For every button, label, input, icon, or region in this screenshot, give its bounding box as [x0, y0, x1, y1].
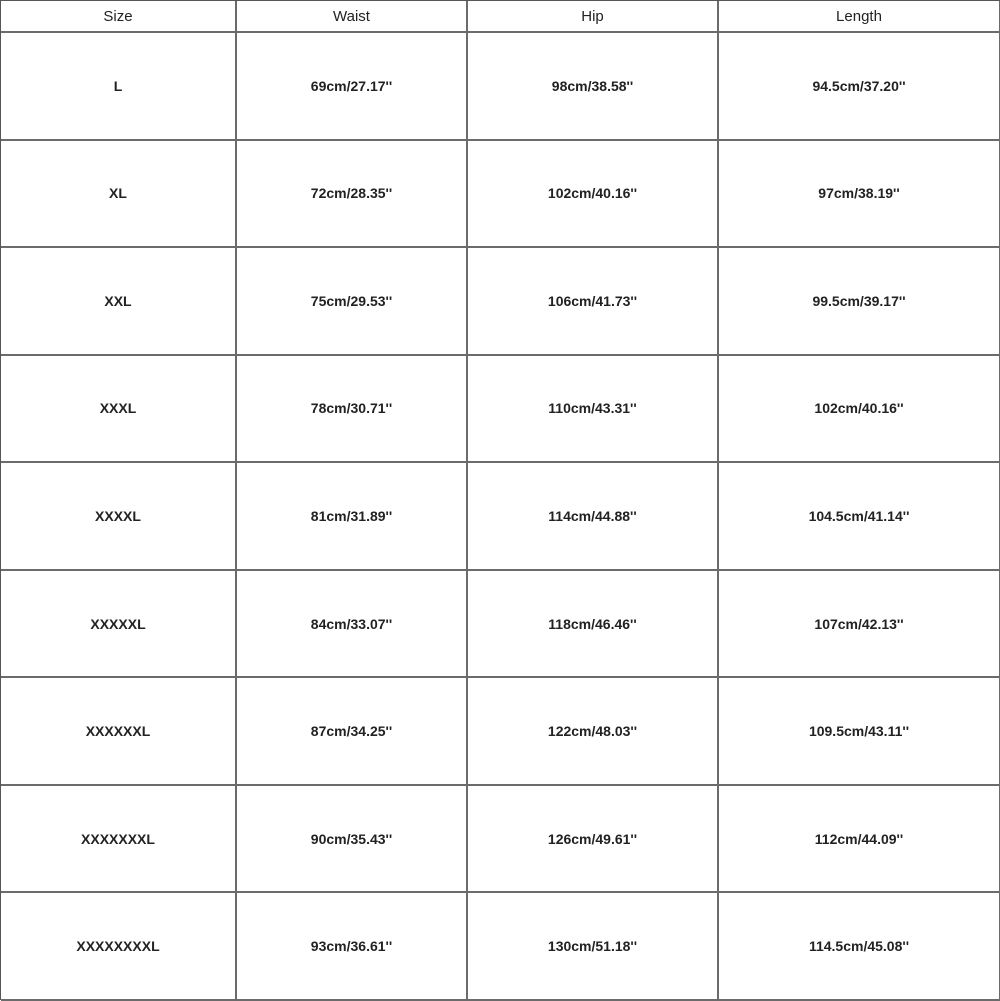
- cell-hip: 106cm/41.73'': [468, 248, 719, 356]
- cell-size: XXXXL: [1, 463, 237, 571]
- cell-length: 99.5cm/39.17'': [719, 248, 1000, 356]
- cell-waist: 75cm/29.53'': [237, 248, 468, 356]
- cell-size: L: [1, 33, 237, 141]
- cell-hip: 98cm/38.58'': [468, 33, 719, 141]
- cell-size: XXXXXXL: [1, 678, 237, 786]
- cell-length: 104.5cm/41.14'': [719, 463, 1000, 571]
- cell-hip: 102cm/40.16'': [468, 141, 719, 249]
- cell-length: 107cm/42.13'': [719, 571, 1000, 679]
- cell-waist: 87cm/34.25'': [237, 678, 468, 786]
- cell-waist: 93cm/36.61'': [237, 893, 468, 1001]
- cell-size: XXXL: [1, 356, 237, 464]
- cell-size: XXXXXXXL: [1, 786, 237, 894]
- cell-length: 112cm/44.09'': [719, 786, 1000, 894]
- cell-length: 94.5cm/37.20'': [719, 33, 1000, 141]
- header-length: Length: [719, 1, 1000, 33]
- cell-length: 102cm/40.16'': [719, 356, 1000, 464]
- cell-hip: 126cm/49.61'': [468, 786, 719, 894]
- cell-hip: 118cm/46.46'': [468, 571, 719, 679]
- cell-waist: 78cm/30.71'': [237, 356, 468, 464]
- cell-waist: 69cm/27.17'': [237, 33, 468, 141]
- cell-waist: 90cm/35.43'': [237, 786, 468, 894]
- cell-length: 114.5cm/45.08'': [719, 893, 1000, 1001]
- header-size: Size: [1, 1, 237, 33]
- cell-hip: 130cm/51.18'': [468, 893, 719, 1001]
- cell-size: XXL: [1, 248, 237, 356]
- cell-hip: 122cm/48.03'': [468, 678, 719, 786]
- header-waist: Waist: [237, 1, 468, 33]
- cell-size: XXXXXXXXL: [1, 893, 237, 1001]
- cell-length: 109.5cm/43.11'': [719, 678, 1000, 786]
- cell-size: XXXXXL: [1, 571, 237, 679]
- cell-waist: 84cm/33.07'': [237, 571, 468, 679]
- cell-hip: 110cm/43.31'': [468, 356, 719, 464]
- cell-hip: 114cm/44.88'': [468, 463, 719, 571]
- cell-size: XL: [1, 141, 237, 249]
- cell-waist: 81cm/31.89'': [237, 463, 468, 571]
- header-hip: Hip: [468, 1, 719, 33]
- cell-waist: 72cm/28.35'': [237, 141, 468, 249]
- cell-length: 97cm/38.19'': [719, 141, 1000, 249]
